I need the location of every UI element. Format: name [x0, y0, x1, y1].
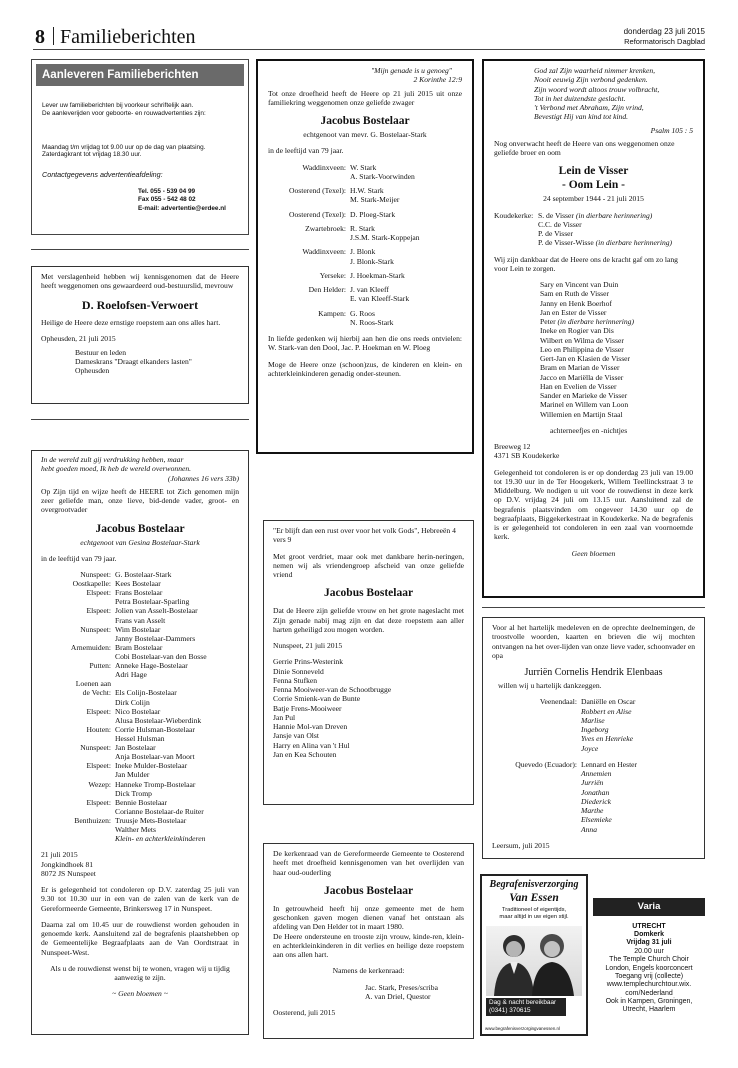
- member-name: Jolien van Asselt-Bostelaar: [115, 606, 198, 616]
- friend-name: Fenna Mooiweer-van de Schootbrugge: [273, 685, 392, 695]
- member-place: [41, 597, 111, 606]
- member-name: Walther Mets: [115, 825, 156, 835]
- church-text: In getrouwheid heeft hij onze gemeente met de hem geschonken gaven mogen dienen vanaf het ontstaan als afdeling van Den Helder tot in maart 1980.: [273, 903, 464, 932]
- grandchild-name: Joyce: [581, 743, 599, 753]
- relative-name: Jan en Ester de Visser: [540, 307, 607, 317]
- stark-quote: "Mijn genade is u genoeg": [370, 66, 452, 75]
- lein-place: Koudekerke:: [494, 210, 534, 220]
- roelofsen-intro: Met verslagenheid hebben wij kennisgenomen dat de Heere heeft weggenomen ons gewaardeerd oud-bestuurslid, mevrouw: [41, 272, 239, 291]
- member-place: [268, 233, 346, 242]
- stark-memory: In liefde gedenken wij hierbij aan hen die ons reeds ontvielen: W. Stark-van den Dool, Jac. P. Hoekman en W. Ploeg: [268, 334, 462, 353]
- relative-name: Willemien en Martijn Staal: [540, 409, 623, 419]
- member-name: Frans Bostelaar: [115, 588, 163, 598]
- member-name: E. van Kleeff-Stark: [350, 294, 410, 304]
- family-wish: Als u de rouwdienst wenst bij te wonen, vragen wij u tijdig aanwezig te zijn.: [50, 963, 230, 983]
- funeral-advertisement[interactable]: [480, 874, 588, 1036]
- member-place: Elspeet:: [86, 588, 111, 598]
- grandchild-name: Marlise: [581, 715, 605, 725]
- lein-nickname: - Oom Lein -: [562, 179, 625, 192]
- newspaper-name: Reformatorisch Dagblad: [624, 37, 705, 46]
- grandchild-name: Jurriën: [581, 778, 604, 788]
- church-intro: De kerkenraad van de Gereformeerde Gemeente te Oosterend heeft met droefheid kennisgenomen van het overlijden van haar oud-ouderling: [273, 849, 464, 877]
- member-name: N. Roos-Stark: [350, 317, 394, 327]
- family-spouse: echtgenoot van Gesina Bostelaar-Stark: [80, 537, 200, 547]
- family-address-1: Jongkindhoek 81: [41, 859, 94, 869]
- elenbaas-couple-1: Daniëlle en Oscar: [581, 697, 636, 707]
- member-name: Anneke Hage-Bostelaar: [115, 661, 188, 671]
- grandchild-name: Ingeborg: [581, 725, 609, 735]
- relative-name: Sam en Ruth de Visser: [540, 289, 610, 299]
- member-place: [41, 652, 111, 661]
- friend-name: Harry en Alina van 't Hul: [273, 740, 350, 750]
- header-rule: [33, 49, 705, 50]
- member-name: Ineke Mulder-Bostelaar: [115, 761, 188, 771]
- member-name: Kees Bostelaar: [115, 579, 161, 589]
- lein-family-4: P. de Visser-Wisse (in dierbare herinnering): [538, 238, 673, 248]
- member-place: Yerseke:: [319, 270, 346, 280]
- lein-relatives: [540, 280, 693, 317]
- member-place: Wezep:: [88, 779, 111, 789]
- grandchild-name: Marthe: [581, 806, 604, 816]
- ad-phone-box: [486, 998, 566, 1016]
- lein-intro: Nog onverwacht heeft de Heere van ons weggenomen onze geliefde broer en oom: [494, 138, 675, 157]
- aanleveren-intro-2: De aanleverijden voor geboorte- en rouwadvertenties zijn:: [42, 109, 206, 117]
- bostelaar-friends-notice: [263, 520, 474, 805]
- grandchild-name: Diederick: [581, 796, 611, 806]
- stark-member-list: [268, 163, 462, 328]
- column-rule: [31, 419, 249, 420]
- member-place: de Vecht:: [82, 688, 111, 698]
- family-quote-2: hebt goeden moed, Ik heb de wereld overwonnen.: [41, 464, 192, 474]
- lein-name: Lein de Visser: [558, 165, 629, 178]
- stark-blessing: Moge de Heere onze (schoon)zus, de kinderen en klein- en achterkleinkinderen genadig onder-steunen.: [268, 359, 462, 378]
- member-place: [41, 716, 111, 725]
- elenbaas-grandchildren-2: [581, 769, 695, 834]
- lein-family-2: C.C. de Visser: [538, 219, 582, 229]
- ad-photo: [486, 926, 582, 996]
- lein-quote-3: Zijn woord wordt altoos trouw volbracht,: [534, 84, 660, 94]
- member-place: [41, 807, 111, 816]
- family-deceased-name: Jacobus Bostelaar: [95, 522, 185, 535]
- ad-phone-label: Dag & nacht bereikbaar: [489, 999, 557, 1006]
- church-sign-2: A. van Driel, Questor: [365, 991, 431, 1001]
- member-place: Loenen aan: [75, 679, 111, 689]
- friend-name: Batje Frens-Mooiweer: [273, 703, 342, 713]
- lein-address-1: Breeweg 12: [494, 442, 531, 452]
- elenbaas-place-date: Leersum, juli 2015: [492, 840, 550, 850]
- member-name: W. Stark: [350, 162, 377, 172]
- family-age: in de leeftijd van 79 jaar.: [41, 553, 117, 563]
- friends-text: Dat de Heere zijn geliefde vrouw en het grote nageslacht met Zijn genade nabij mag zijn en dat deze roepstem aan aller harten geheiligd zou mogen worden.: [273, 606, 464, 634]
- friend-name: Jan Pul: [273, 712, 296, 722]
- aanleveren-intro-1: Lever uw familieberichten bij voorkeur schriftelijk aan.: [42, 102, 194, 110]
- relative-name: Janny en Henk Boerhof: [540, 298, 612, 308]
- member-place: [268, 318, 346, 327]
- family-condole: Er is gelegenheid tot condoleren op D.V. zaterdag 25 juli van 9.30 tot 10.30 uur in een van de zalen van de kerk van de Gereformeerde Gemeente, Brinkersweg 17 in Nunspeet.: [41, 885, 239, 913]
- varia-time: 20.00 uur: [634, 947, 664, 955]
- friends-deceased-name: Jacobus Bostelaar: [323, 587, 414, 600]
- varia-line-1: The Temple Church Choir: [609, 956, 689, 964]
- member-place: Arnemuiden:: [70, 642, 111, 652]
- family-flowers: ~ Geen bloemen ~: [112, 989, 168, 999]
- member-name: G. Bostelaar-Stark: [115, 570, 172, 580]
- member-name: Nico Bostelaar: [115, 706, 161, 716]
- page-header: [33, 24, 705, 48]
- member-place: Putten:: [89, 661, 111, 671]
- family-service: Daarna zal om 10.45 uur de rouwdienst worden gehouden in genoemde kerk. Aansluitend zal de begrafenis plaatshebben op de Gemeentelijke Begraafplaats aan de Van Oordtstraat in Nunspeet-West.: [41, 919, 239, 957]
- church-deceased-name: Jacobus Bostelaar: [323, 884, 414, 897]
- family-grandchildren: Klein- en achterkleinkinderen: [115, 834, 206, 844]
- friend-name: Gerrie Prins-Westerink: [273, 657, 344, 667]
- member-name: Petra Bostelaar-Sparling: [115, 597, 190, 607]
- member-name: Adri Hage: [115, 670, 147, 680]
- member-place: Elspeet:: [86, 706, 111, 716]
- member-place: [41, 734, 111, 743]
- member-place: Nunspeet:: [80, 570, 111, 580]
- contact-tel: Tel. 055 - 539 04 99: [138, 188, 196, 196]
- ad-slogan-1: Traditioneel of eigentijds,: [501, 907, 567, 914]
- lein-relatives-2: [540, 326, 693, 419]
- relative-name: Wilbert en Wilma de Visser: [540, 335, 624, 345]
- varia-venue: Domkerk: [634, 930, 664, 938]
- member-place: Elspeet:: [86, 797, 111, 807]
- friends-intro: Met groot verdriet, maar ook met dankbare herin-neringen, nemen wij als vriendengroep afscheid van onze geliefde vriend: [273, 551, 464, 579]
- elenbaas-place-1: Veenendaal:: [539, 697, 577, 707]
- member-name: Bennie Bostelaar: [115, 797, 168, 807]
- lein-quote-4: Tot in het duizendste geslacht.: [534, 93, 626, 103]
- lein-nephews: achterneefjes en -nichtjes: [550, 425, 628, 435]
- elenbaas-thanks: willen wij u hartelijk dankzeggen.: [498, 681, 602, 691]
- roelofsen-text: Heilige de Heere deze ernstige roepstem aan ons alles hart.: [41, 318, 221, 328]
- section-title: Familieberichten: [60, 26, 196, 48]
- aanleveren-title: Aanleveren Familieberichten: [36, 64, 244, 86]
- member-place: [41, 634, 111, 643]
- member-name: Anja Bostelaar-van Moort: [115, 752, 195, 762]
- church-sign-1: Jac. Stark, Preses/scriba: [365, 982, 438, 992]
- relative-name: Jacco en Mariëlla de Visser: [540, 372, 624, 382]
- grandchild-name: Elsemieke: [581, 815, 612, 825]
- elenbaas-grandchildren-1: [581, 707, 695, 753]
- ad-slogan-2: maar altijd in uw eigen stijl.: [499, 914, 569, 921]
- member-name: Corianne Bostelaar-de Ruiter: [115, 806, 204, 816]
- member-name: G. Roos: [350, 308, 375, 318]
- member-name: Truusje Mets-Bostelaar: [115, 815, 187, 825]
- member-name: J. van Kleeff: [350, 285, 389, 295]
- member-name: Els Colijn-Bostelaar: [115, 688, 177, 698]
- member-place: Den Helder:: [308, 285, 346, 295]
- member-place: [268, 294, 346, 303]
- varia-title: Varia: [593, 898, 705, 916]
- member-place: Oostkapelle:: [72, 579, 111, 589]
- member-place: Waddinxveen:: [302, 247, 346, 257]
- member-name: Corrie Hulsman-Bostelaar: [115, 724, 195, 734]
- roelofsen-place-date: Opheusden, 21 juli 2015: [41, 334, 116, 344]
- column-rule: [482, 607, 705, 608]
- member-place: [41, 670, 111, 679]
- relative-name: Sander en Marieke de Visser: [540, 391, 628, 401]
- grandchild-name: Anna: [581, 824, 598, 834]
- member-place: Elspeet:: [86, 761, 111, 771]
- varia-line-2: London, Engels koorconcert: [605, 964, 693, 972]
- relative-name: Leo en Philippina de Visser: [540, 344, 624, 354]
- member-place: [41, 770, 111, 779]
- page-number: 8: [35, 26, 45, 48]
- aanleveren-times-2: Zaterdagkrant tot vrijdag 18.30 uur.: [42, 151, 142, 159]
- lein-de-visser-notice: [482, 59, 705, 598]
- relative-name: Marinel en Willem van Loon: [540, 400, 629, 410]
- member-name: Hanneke Tromp-Bostelaar: [115, 779, 196, 789]
- friend-name: Dinie Sonneveld: [273, 666, 324, 676]
- member-name: J.S.M. Stark-Koppejan: [350, 233, 420, 243]
- friend-name: Hannie Mol-van Dreven: [273, 722, 348, 732]
- member-place: Oosterend (Texel):: [288, 186, 346, 196]
- lein-peter: Peter (in dierbare herinnering): [540, 317, 635, 327]
- friend-name: Fenna Stufken: [273, 675, 318, 685]
- grandchild-name: Jonathan: [581, 787, 610, 797]
- church-place-date: Oosterend, juli 2015: [273, 1008, 336, 1018]
- friends-place-date: Nunspeet, 21 juli 2015: [273, 641, 343, 651]
- header-date: donderdag 23 juli 2015: [623, 27, 705, 36]
- contact-email[interactable]: E-mail: advertentie@erdee.nl: [138, 204, 226, 212]
- member-name: Bram Bostelaar: [115, 642, 163, 652]
- member-place: [268, 195, 346, 204]
- member-place: Nunspeet:: [80, 624, 111, 634]
- lein-quote-ref: Psalm 105 : 5: [650, 125, 693, 135]
- member-name: J. Hoekman-Stark: [350, 270, 405, 280]
- contact-fax: Fax 055 - 542 48 02: [138, 196, 196, 204]
- family-quote-1: In de wereld zult gij verdrukking hebben, maar: [41, 455, 184, 464]
- lein-condole: Gelegenheid tot condoleren is er op donderdag 23 juli van 19.00 tot 19.30 uur in de Ter Hoogekerk, Willem Teellinckstraat 3 te Middelburg. We nodigen u uit voor de rouwdienst in deze kerk op D.V. vrijdag 24 juli om 13.15 uur. Aansluitend zal de begrafenis plaatsvinden om ongeveer 14.30 uur op de begraafplaats, Biggekerkestraat in Koudekerke. Na de begrafenis is er gelegenheid tot condoleren in een zaal van voornoemde kerk.: [494, 467, 693, 542]
- friend-name: Corrie Smienk-van de Bunte: [273, 694, 361, 704]
- roelofsen-sign-3: Opheusden: [75, 366, 110, 376]
- varia-line-6: Ook in Kampen, Groningen,: [605, 998, 693, 1006]
- lein-family-3: P. de Visser: [538, 229, 574, 239]
- member-name: Dirk Colijn: [115, 697, 150, 707]
- varia-date: Vrijdag 31 juli: [626, 939, 672, 947]
- member-name: J. Blonk-Stark: [350, 256, 394, 266]
- member-place: Benthuizen:: [74, 815, 111, 825]
- header-divider: [53, 27, 54, 45]
- relative-name: Han en Evelien de Visser: [540, 381, 617, 391]
- roelofsen-sign-2: Dameskrans "Draagt elkanders lasten": [75, 356, 192, 366]
- member-place: [41, 789, 111, 798]
- elenbaas-intro: Voor al het hartelijk medeleven en de oprechte deelnemingen, de troostvolle woorden, kaarten en brieven die wij mochten ontvangen na het over-lijden van onze lieve vader, schoonvader en opa: [492, 623, 695, 660]
- varia-city: UTRECHT: [632, 922, 666, 930]
- grandchild-name: Annemien: [581, 769, 612, 779]
- friend-name: Jan en Kea Schouten: [273, 749, 337, 759]
- aanleveren-box: [31, 59, 249, 235]
- contact-label: Contactgegevens advertentieafdeling:: [42, 170, 163, 180]
- member-place: Waddinxveen:: [302, 162, 346, 172]
- church-on-behalf: Namens de kerkenraad:: [332, 966, 405, 976]
- member-name: M. Stark-Meijer: [350, 195, 400, 205]
- family-member-list: [41, 570, 239, 834]
- member-place: [41, 752, 111, 761]
- roelofsen-sign-1: Bestuur en leden: [75, 347, 127, 357]
- member-place: Nunspeet:: [80, 743, 111, 753]
- member-place: Houten:: [86, 724, 111, 734]
- aanleveren-times-1: Maandag t/m vrijdag tot 9.00 uur op de dag van plaatsing.: [42, 143, 206, 151]
- member-place: Kampen:: [318, 308, 346, 318]
- member-place: Oosterend (Texel):: [288, 209, 346, 219]
- lein-quote-2: Nooit eeuwig Zijn verbond gedenken.: [534, 75, 648, 85]
- friends-name-list: [273, 657, 464, 759]
- elenbaas-thanks-notice: [482, 617, 705, 859]
- lein-address-2: 4371 SB Koudekerke: [494, 451, 560, 461]
- varia-line-7: Utrecht, Haarlem: [622, 1006, 676, 1014]
- ad-phone[interactable]: (0341) 370615: [489, 1006, 531, 1014]
- member-place: Elspeet:: [86, 606, 111, 616]
- member-place: [268, 257, 346, 266]
- family-quote-ref: (Johannes 16 vers 33b): [167, 473, 239, 483]
- lein-thanks: Wij zijn dankbaar dat de Heere ons de kracht gaf om zo lang voor Lein te zorgen.: [494, 254, 678, 273]
- friends-quote: "Er blijft dan een rust over voor het volk Gods", Hebreeën 4 vers 9: [273, 526, 456, 545]
- bostelaar-stark-notice: [256, 59, 474, 454]
- member-name: Jan Bostelaar: [115, 743, 156, 753]
- member-name: A. Stark-Voorwinden: [350, 171, 415, 181]
- relative-name: Bram en Marian de Visser: [540, 363, 620, 373]
- member-name: Frans van Asselt: [115, 615, 166, 625]
- portrait-icon: [486, 926, 582, 996]
- family-date: 21 juli 2015: [41, 850, 78, 860]
- member-name: Cobi Bostelaar-van den Bosse: [115, 652, 207, 661]
- elenbaas-place-2: Quevedo (Ecuador):: [515, 759, 577, 769]
- ad-website[interactable]: www.begrafenisverzorgingvanessen.nl: [485, 1026, 560, 1031]
- relative-name: Gert-Jan en Klasien de Visser: [540, 354, 631, 364]
- bostelaar-family-notice: [31, 450, 249, 1035]
- member-name: Hessel Hulsman: [115, 733, 165, 743]
- member-place: Zwartebroek:: [305, 223, 346, 233]
- member-place: [41, 825, 111, 834]
- member-place: [41, 616, 111, 625]
- roelofsen-notice: [31, 266, 249, 404]
- lein-dates: 24 september 1944 - 21 juli 2015: [543, 194, 644, 204]
- member-name: Alusa Bostelaar-Wieberdink: [115, 715, 202, 725]
- varia-line-4[interactable]: www.templechurchtour.wix.: [606, 981, 692, 989]
- relative-name: Sary en Vincent van Duin: [540, 280, 619, 290]
- grandchild-name: Robbert en Alise: [581, 706, 632, 716]
- family-address-2: 8072 JS Nunspeet: [41, 868, 96, 878]
- varia-line-3: Toegang vrij (collecte): [614, 972, 684, 980]
- bostelaar-church-notice: [263, 843, 474, 1039]
- elenbaas-couple-2: Lennard en Hester: [581, 759, 638, 769]
- stark-intro: Tot onze droefheid heeft de Heere op 21 juli 2015 uit onze familiekring weggenomen onze geliefde zwager: [268, 88, 462, 107]
- stark-age: in de leeftijd van 79 jaar.: [268, 146, 344, 156]
- ad-title-1: Begrafenisverzorging: [489, 879, 579, 890]
- lein-quote-1: God zal Zijn waarheid nimmer krenken,: [534, 66, 656, 75]
- member-name: D. Ploeg-Stark: [350, 209, 396, 219]
- grandchild-name: Yves en Henrieke: [581, 734, 634, 744]
- member-name: [115, 679, 239, 688]
- lein-flowers: Geen bloemen: [571, 548, 616, 558]
- church-text-2: De Heere ondersteune en trooste zijn vrouw, kinde-ren, klein- en achterkleinkinderen in dit verlies en heilige deze roepstem aan ons allen hart.: [273, 931, 464, 960]
- stark-deceased-name: Jacobus Bostelaar: [320, 115, 410, 127]
- member-place: [268, 172, 346, 181]
- stark-spouse: echtgenoot van mevr. G. Bostelaar-Stark: [303, 130, 427, 140]
- member-name: R. Stark: [350, 223, 375, 233]
- varia-section: [593, 898, 705, 1038]
- family-intro: Op Zijn tijd en wijze heeft de HEERE tot Zich genomen mijn zeer geliefde man, onze lieve, bid-dende vader, groot- en overgrootvader: [41, 486, 239, 515]
- member-name: Wim Bostelaar: [115, 624, 161, 634]
- relative-name: Ineke en Rogier van Dis: [540, 326, 614, 336]
- member-name: H.W. Stark: [350, 186, 384, 196]
- lein-quote-6: Bevestigt Hij van kind tot kind.: [534, 112, 629, 122]
- member-name: Janny Bostelaar-Dammers: [115, 633, 196, 643]
- lein-quote-5: 't Verbond met Abraham, Zijn vrind,: [534, 103, 644, 112]
- lein-family-1: S. de Visser (in dierbare herinnering): [538, 210, 653, 220]
- varia-line-5[interactable]: com/Nederland: [625, 989, 673, 997]
- friend-name: Jansje van Olst: [273, 731, 319, 741]
- stark-quote-ref: 2 Korinthe 12:9: [413, 75, 462, 85]
- roelofsen-name: D. Roelofsen-Verwoert: [81, 297, 199, 312]
- member-name: Jan Mulder: [115, 770, 150, 780]
- ad-title-2: Van Essen: [509, 892, 559, 905]
- member-place: [41, 698, 111, 707]
- member-name: Dick Tromp: [115, 788, 152, 798]
- column-rule: [31, 249, 249, 250]
- elenbaas-name: Jurriën Cornelis Hendrik Elenbaas: [524, 667, 663, 678]
- member-name: J. Blonk: [350, 247, 376, 257]
